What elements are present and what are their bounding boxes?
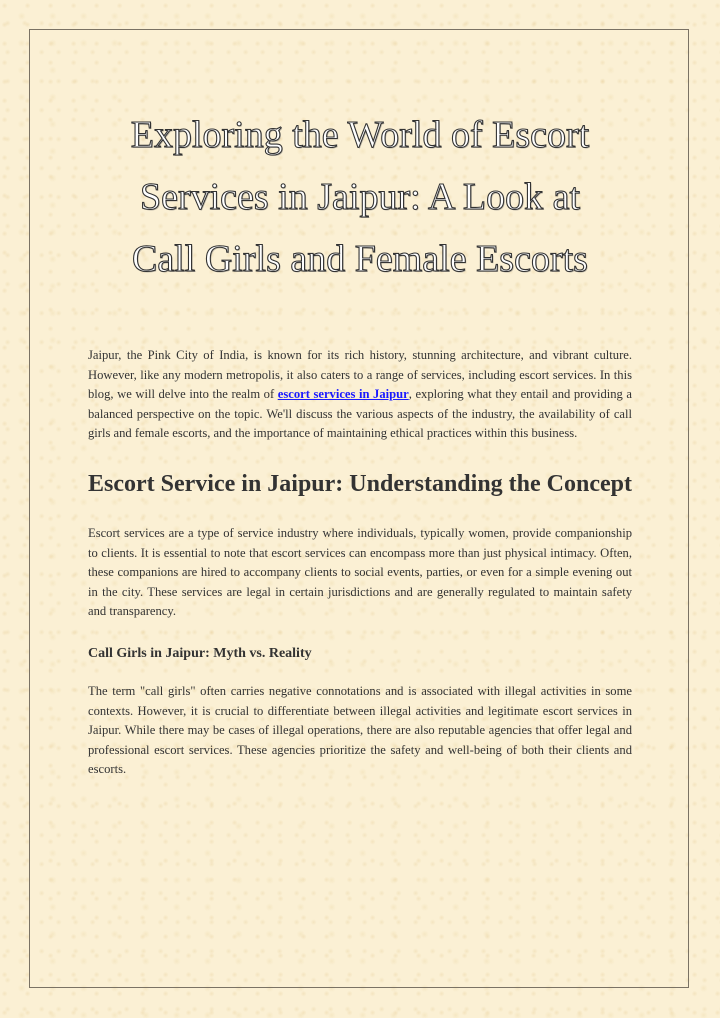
- document-body: [88, 104, 632, 780]
- myth-reality-paragraph: The term "call girls" often carries negative connotations and is associated with illegal activities in some contexts. However, it is crucial to differentiate between illegal activities and legitimate escort services in Jaipur. While there may be cases of illegal operations, there are also reputable agencies that offer legal and professional escort services. These agencies prioritize the safety and well-being of both their clients and escorts.: [88, 683, 632, 777]
- intro-paragraph: [88, 346, 632, 444]
- intro-text-after-link: , exploring what they entail and providing a balanced perspective on the topic. We'll discuss the various aspects of the industry, the availability of call girls and female escorts, and the importance of maintaining ethical practices within this business.: [88, 387, 632, 441]
- concept-paragraph: Escort services are a type of service industry where individuals, typically women, provide companionship to clients. It is essential to note that escort services can encompass more than just physical intimacy. Often, these companions are hired to accompany clients to social events, parties, or even for a simple evening out in the city. These services are legal in certain jurisdictions and are generally regulated to maintain safety and transparency.: [88, 525, 632, 619]
- escort-services-link[interactable]: escort services in Jaipur: [277, 387, 409, 402]
- document-title: Exploring the World of Escort Services in Jaipur: A Look at Call Girls and Female Escorts: [130, 114, 590, 280]
- intro-text-before-link: Jaipur, the Pink City of India, is known for its rich history, stunning architecture, and vibrant culture. However, like any modern metropolis, it also caters to a range of services, including escort services. In this blog, we will delve into the realm of: [88, 348, 632, 402]
- section-heading-myth-reality: Call Girls in Jaipur: Myth vs. Reality: [88, 645, 312, 661]
- section-heading-concept: Escort Service in Jaipur: Understanding the Concept: [88, 470, 632, 497]
